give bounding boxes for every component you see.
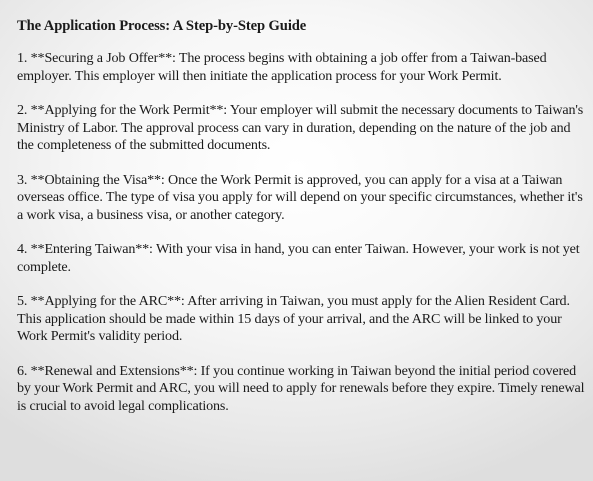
step-4-paragraph: 4. **Entering Taiwan**: With your visa in hand, you can enter Taiwan. However, your work is not yet complete. [17,241,580,275]
step-6-paragraph: 6. **Renewal and Extensions**: If you continue working in Taiwan beyond the initial period covered by your Work Permit and ARC, you will need to apply for renewals before they expire. Timely renewal is crucial to avoid legal complications. [17,362,585,414]
step-5-paragraph: 5. **Applying for the ARC**: After arriving in Taiwan, you must apply for the Alien Resident Card. This application should be made within 15 days of your arrival, and the ARC will be linked to your Work Permit's validity period. [17,293,570,344]
step-1-paragraph: 1. **Securing a Job Offer**: The process begins with obtaining a job offer from a Taiwan-based employer. This employer will then initiate the application process for your Work Permit. [17,50,547,84]
step-2-paragraph: 2. **Applying for the Work Permit**: Your employer will submit the necessary documents to Taiwan's Ministry of Labor. The approval process can vary in duration, depending on the nature of the job and the completeness of the submitted documents. [17,102,584,153]
step-3-paragraph: 3. **Obtaining the Visa**: Once the Work Permit is approved, you can apply for a visa at a Taiwan overseas office. The type of visa you apply for will depend on your specific circumstances, whether it's a work visa, a business visa, or another category. [17,171,583,223]
document-title: The Application Process: A Step-by-Step Guide [17,18,307,34]
document-body [17,17,587,415]
